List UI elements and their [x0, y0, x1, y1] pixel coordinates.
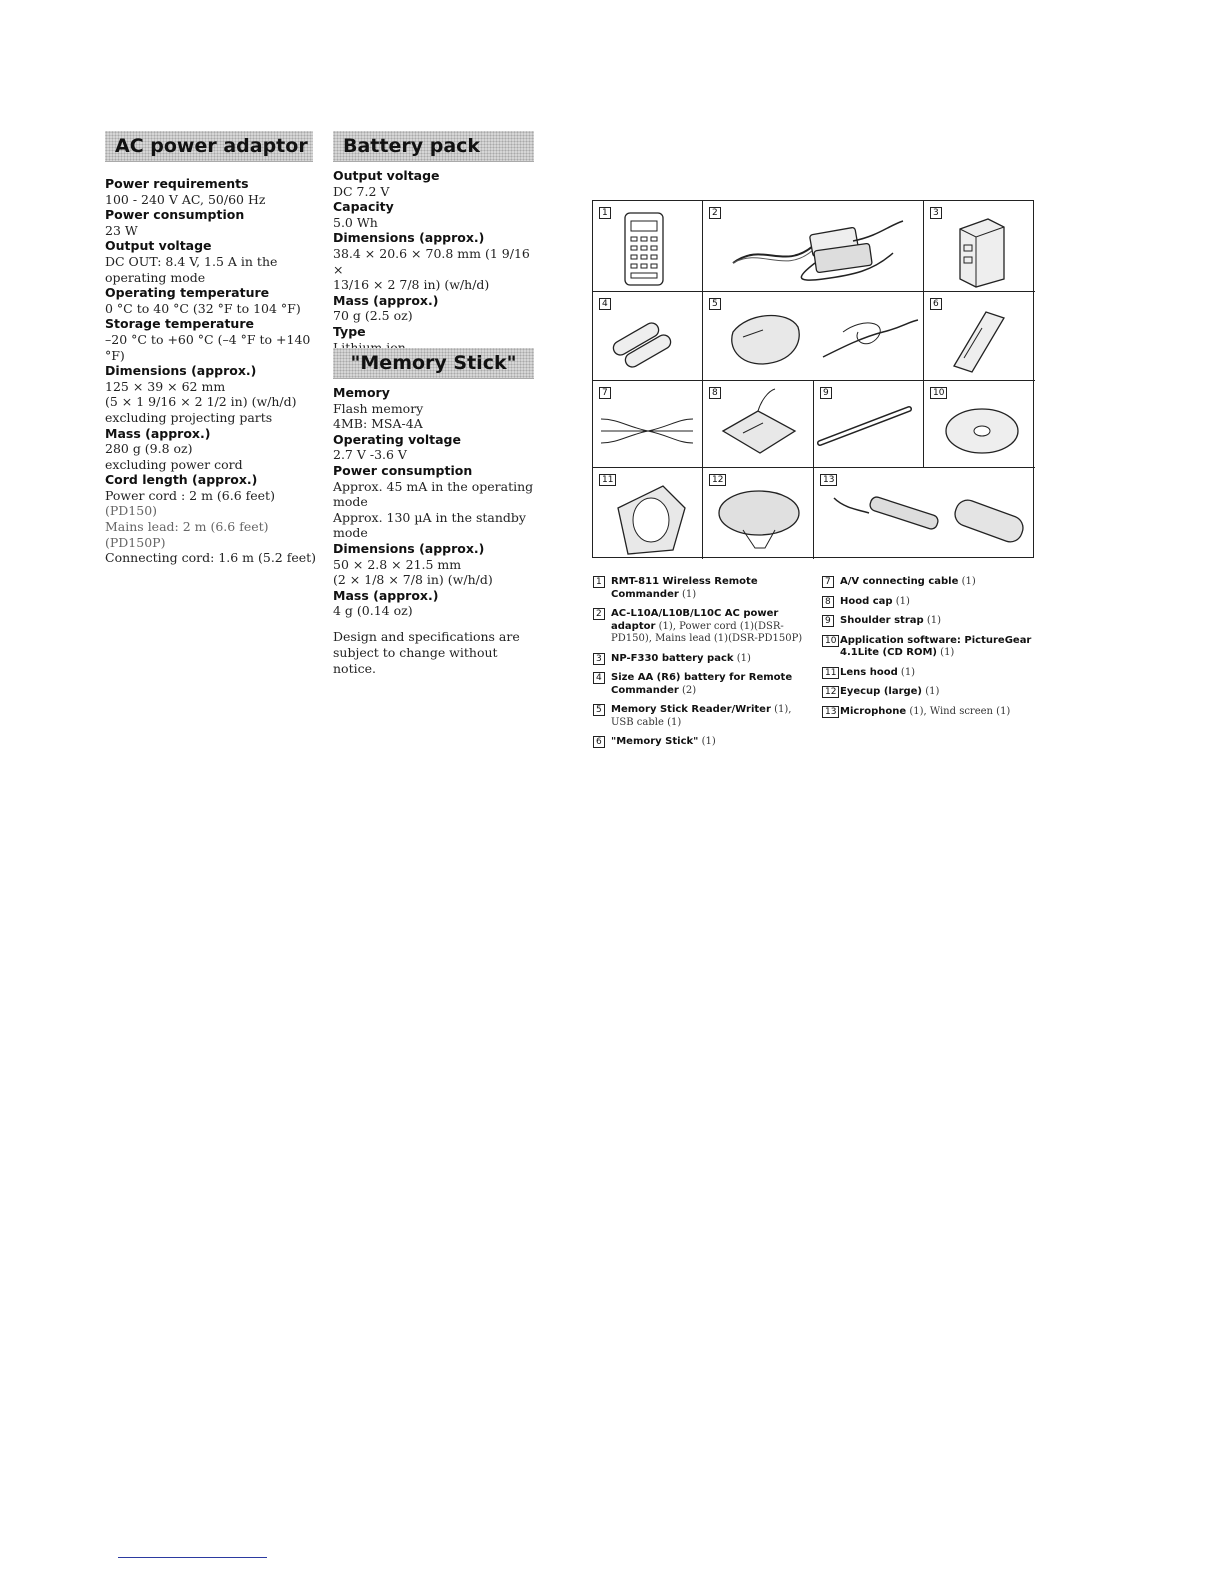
footer-link-underline	[118, 1557, 267, 1558]
legend-item	[822, 596, 1032, 609]
item-number: 13	[820, 474, 837, 486]
legend-number: 1	[593, 576, 605, 588]
spec-value: 2.7 V -3.6 V	[333, 447, 407, 463]
legend-qty: (1)	[701, 736, 716, 747]
legend-label: Memory Stick Reader/Writer	[611, 704, 771, 715]
legend-qty: (1)	[926, 615, 942, 626]
spec-heading: Power consumption	[105, 207, 245, 223]
legend-qty: (1), USB cable (1)	[611, 704, 792, 728]
spec-value: operating mode	[105, 269, 206, 285]
legend-item	[822, 667, 1032, 680]
legend-item	[822, 615, 1032, 628]
spec-value: 38.4 × 20.6 × 70.8 mm (1 9/16 ×	[333, 245, 530, 277]
legend-number: 10	[822, 635, 839, 647]
spec-heading: Power consumption	[333, 462, 473, 478]
accessory-cell-remote	[593, 201, 703, 292]
memory-stick-icon	[924, 292, 1035, 381]
mains-lead-length: Mains lead: 2 m (6.6 feet)(PD150P)	[105, 519, 269, 550]
item-number: 1	[599, 207, 611, 219]
spec-heading: Operating voltage	[333, 431, 461, 447]
legend-number: 8	[822, 596, 834, 608]
battery-section	[333, 131, 538, 355]
spec-heading: Mass (approx.)	[333, 292, 439, 308]
legend-number: 6	[593, 736, 605, 748]
legend-number: 3	[593, 653, 605, 665]
spec-value: 70 g (2.5 oz)	[333, 308, 413, 324]
spec-heading: Storage temperature	[105, 316, 254, 332]
legend-qty: (2)	[681, 684, 697, 696]
battery-title: Battery pack	[333, 131, 534, 162]
accessory-grid	[592, 200, 1034, 558]
spec-heading: Mass (approx.)	[105, 425, 211, 441]
legend-label: A/V connecting cable	[840, 576, 959, 587]
spec-value: excluding projecting parts	[105, 409, 273, 425]
spec-heading: Capacity	[333, 199, 394, 215]
spec-heading: Dimensions (approx.)	[333, 230, 485, 246]
legend-qty: (1)	[940, 647, 955, 658]
cd-rom-icon	[924, 381, 1035, 468]
ac-adaptor-icon	[703, 201, 924, 292]
spec-value: 23 W	[105, 222, 138, 238]
spec-value: mode	[333, 494, 368, 510]
av-cable-icon	[593, 381, 703, 468]
spec-value: 4MB: MSA-4A	[333, 416, 423, 432]
accessory-cell-hood-cap	[703, 381, 814, 468]
legend-qty: (1), Power cord (1)(DSR-PD150), Mains lead (1)(DSR-PD150P)	[611, 620, 803, 644]
legend-number: 5	[593, 704, 605, 716]
spec-heading: Output voltage	[105, 238, 212, 254]
spec-value: 100 - 240 V AC, 50/60 Hz	[105, 191, 266, 207]
legend-number: 7	[822, 576, 834, 588]
spec-value: Flash memory	[333, 400, 424, 416]
spec-heading: Operating temperature	[105, 285, 270, 301]
legend-qty: (1)	[736, 652, 751, 664]
memory-stick-title: "Memory Stick"	[333, 348, 534, 379]
spec-value	[105, 488, 320, 519]
accessory-cell-eyecup	[703, 468, 814, 559]
spec-value	[105, 519, 320, 550]
note-line: subject to change without notice.	[333, 644, 498, 676]
spec-value: 50 × 2.8 × 21.5 mm	[333, 556, 462, 572]
legend-label: RMT-811 Wireless Remote Commander	[611, 576, 758, 600]
legend-item	[822, 686, 1032, 699]
spec-heading: Power requirements	[105, 176, 249, 191]
spec-value: excluding power cord	[105, 456, 243, 472]
item-number: 4	[599, 298, 611, 310]
legend-number: 11	[822, 667, 839, 679]
accessory-cell-cd-rom	[924, 381, 1035, 468]
spec-heading: Mass (approx.)	[333, 587, 439, 603]
item-number: 2	[709, 207, 721, 219]
spec-value: 125 × 39 × 62 mm	[105, 378, 226, 394]
legend-item	[593, 653, 813, 666]
legend-label: AC-L10A/L10B/L10C AC power adaptor	[611, 608, 779, 632]
hood-cap-icon	[703, 381, 814, 468]
spec-value: Approx. 130 µA in the standby	[333, 509, 526, 525]
item-number: 6	[930, 298, 942, 310]
spec-value: 4 g (0.14 oz)	[333, 603, 413, 619]
accessory-legend-right	[822, 576, 1032, 725]
spec-heading: Dimensions (approx.)	[105, 363, 257, 379]
ac-adaptor-section	[105, 131, 320, 566]
accessory-cell-battery	[924, 201, 1035, 292]
note-line: Design and specifications are	[333, 628, 520, 644]
legend-label: Shoulder strap	[840, 615, 924, 626]
ac-spec-list	[105, 176, 320, 566]
accessory-cell-ac-adaptor	[703, 201, 924, 292]
item-number: 9	[820, 387, 832, 399]
legend-qty: (1)	[900, 666, 916, 678]
item-number: 7	[599, 387, 611, 399]
legend-label: Size AA (R6) battery for Remote Commander	[611, 672, 793, 696]
legend-qty: (1)	[961, 576, 976, 587]
spec-value: Connecting cord: 1.6 m (5.2 feet)	[105, 550, 317, 566]
legend-qty: (1)	[925, 686, 940, 697]
legend-item	[593, 608, 813, 646]
spec-value: 0 °C to 40 °C (32 °F to 104 °F)	[105, 300, 301, 316]
accessory-legend-left	[593, 576, 813, 756]
accessory-cell-memory-stick	[924, 292, 1035, 381]
item-number: 12	[709, 474, 726, 486]
accessory-cell-lens-hood	[593, 468, 703, 559]
ac-adaptor-title: AC power adaptor	[105, 131, 313, 162]
spec-value: DC 7.2 V	[333, 183, 390, 199]
legend-item	[822, 576, 1032, 589]
legend-label: Hood cap	[840, 595, 893, 607]
remote-commander-icon	[593, 201, 703, 292]
legend-qty: (1)	[681, 588, 697, 600]
legend-number: 13	[822, 706, 839, 718]
spec-heading: Type	[333, 323, 366, 339]
accessory-cell-reader-writer	[703, 292, 924, 381]
legend-number: 9	[822, 615, 834, 627]
legend-label: NP-F330 battery pack	[611, 652, 734, 664]
legend-item	[593, 736, 813, 749]
spec-value: –20 °C to +60 °C (–4 °F to +140 °F)	[105, 331, 311, 363]
spec-value: 280 g (9.8 oz)	[105, 441, 193, 457]
item-number: 8	[709, 387, 721, 399]
legend-label: Application software: PictureGear 4.1Lite (CD ROM)	[840, 634, 1032, 658]
legend-qty: (1), Wind screen (1)	[909, 705, 1011, 717]
memory-stick-reader-icon	[703, 292, 924, 381]
legend-number: 4	[593, 672, 605, 684]
memory-stick-section	[333, 348, 538, 677]
accessory-cell-aa-batteries	[593, 292, 703, 381]
aa-battery-icon	[593, 292, 703, 381]
item-number: 3	[930, 207, 942, 219]
microphone-icon	[814, 468, 1035, 559]
spec-heading: Dimensions (approx.)	[333, 540, 485, 556]
item-number: 10	[930, 387, 947, 399]
lens-hood-icon	[593, 468, 703, 559]
model-suffix: (PD150)	[105, 503, 158, 519]
spec-value: 5.0 Wh	[333, 214, 378, 230]
disclaimer-note	[333, 629, 538, 677]
shoulder-strap-icon	[814, 381, 924, 468]
item-number: 11	[599, 474, 616, 486]
legend-item	[593, 704, 813, 729]
legend-label: Microphone	[840, 705, 907, 717]
legend-number: 12	[822, 686, 839, 698]
spec-value: (2 × 1/8 × 7/8 in) (w/h/d)	[333, 572, 493, 588]
legend-item	[822, 706, 1032, 719]
legend-qty: (1)	[895, 595, 910, 607]
accessory-cell-av-cable	[593, 381, 703, 468]
accessory-cell-microphone	[814, 468, 1035, 559]
legend-label: Lens hood	[840, 666, 898, 678]
spec-value: mode	[333, 525, 368, 541]
accessory-cell-shoulder-strap	[814, 381, 924, 468]
spec-heading: Output voltage	[333, 168, 440, 183]
eyecup-icon	[703, 468, 814, 559]
legend-item	[593, 672, 813, 697]
legend-number: 2	[593, 608, 605, 620]
power-cord-length: Power cord : 2 m (6.6 feet)	[105, 487, 275, 503]
battery-pack-icon	[924, 201, 1035, 292]
spec-heading: Cord length (approx.)	[105, 472, 258, 488]
legend-item	[593, 576, 813, 601]
legend-item	[822, 635, 1032, 660]
legend-label: "Memory Stick"	[611, 736, 699, 747]
spec-value: (5 × 1 9/16 × 2 1/2 in) (w/h/d)	[105, 394, 297, 410]
legend-label: Eyecup (large)	[840, 686, 923, 697]
spec-value: Approx. 45 mA in the operating	[333, 478, 534, 494]
item-number: 5	[709, 298, 721, 310]
spec-heading: Memory	[333, 385, 390, 400]
spec-value: 13/16 × 2 7/8 in) (w/h/d)	[333, 277, 490, 293]
spec-value: DC OUT: 8.4 V, 1.5 A in the	[105, 253, 278, 269]
